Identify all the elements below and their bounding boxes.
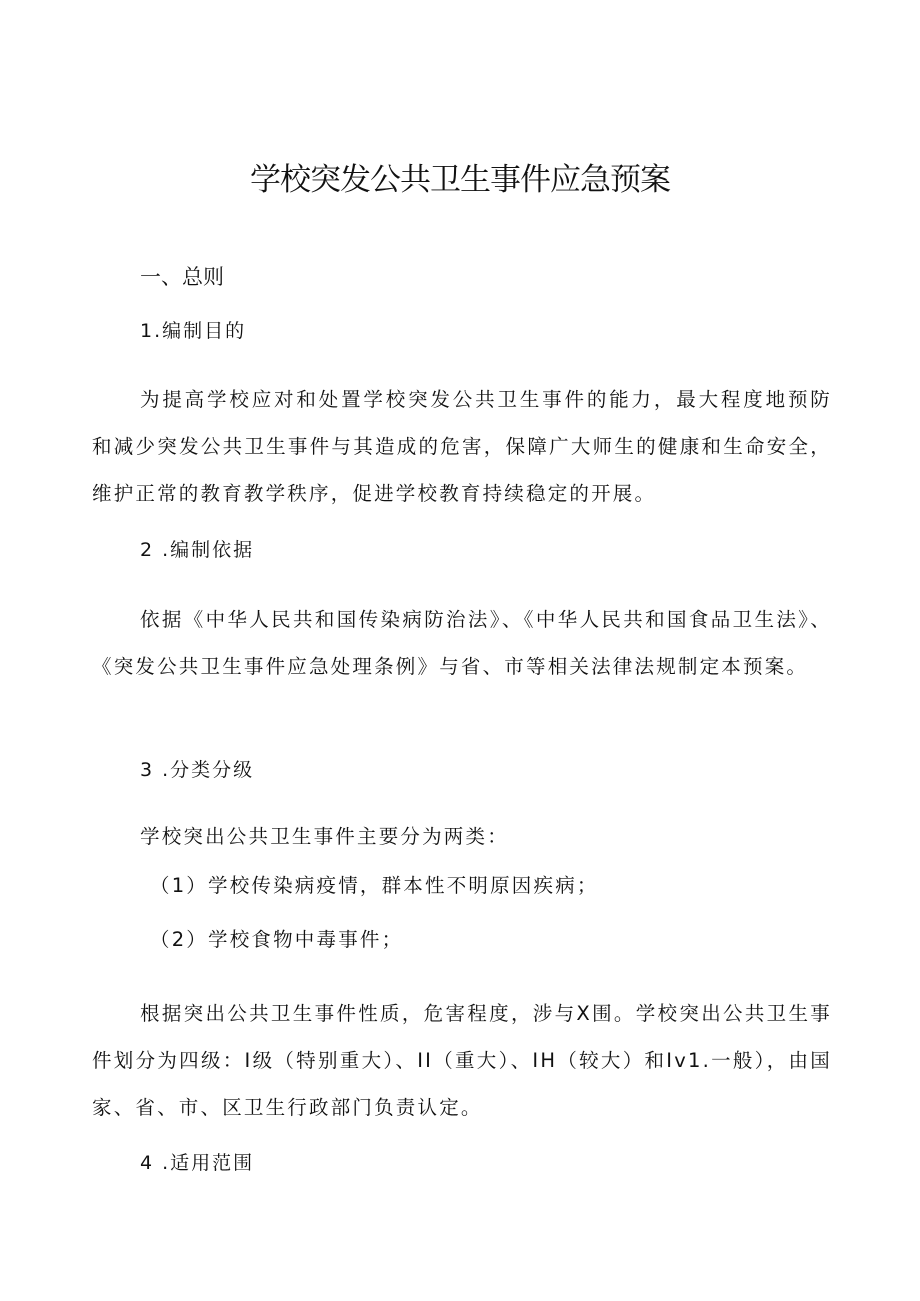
paragraph-basis: 依据《中华人民共和国传染病防治法》、《中华人民共和国食品卫生法》、《突发公共卫生事件应急处理条例》与省、市等相关法律法规制定本预案。 [92,608,832,678]
classification-item-2: （2）学校食物中毒事件； [150,928,404,951]
document-title: 学校突发公共卫生事件应急预案 [250,162,670,198]
subheading-classification: 3 .分类分级 [140,759,255,781]
subheading-scope: 4 .适用范围 [140,1152,255,1174]
classification-item-1: （1）学校传染病疫情，群本性不明原因疾病； [150,874,599,897]
classification-intro: 学校突出公共卫生事件主要分为两类： [140,825,509,848]
paragraph-grading: 根据突出公共卫生事件性质，危害程度，涉与X围。学校突出公共卫生事件划分为四级：I级（特别重大）、II（重大）、IH（较大）和Iv1.一般），由国家、省、市、区卫生行政部门负责认定。 [92,1002,832,1119]
subheading-basis: 2 .编制依据 [140,539,255,561]
section-heading-general: 一、总则 [140,265,224,289]
subheading-purpose: 1.编制目的 [140,320,247,342]
paragraph-purpose: 为提高学校应对和处置学校突发公共卫生事件的能力，最大程度地预防和减少突发公共卫生事件与其造成的危害，保障广大师生的健康和生命安全，维护正常的教育教学秩序，促进学校教育持续稳定的开展。 [92,388,832,505]
